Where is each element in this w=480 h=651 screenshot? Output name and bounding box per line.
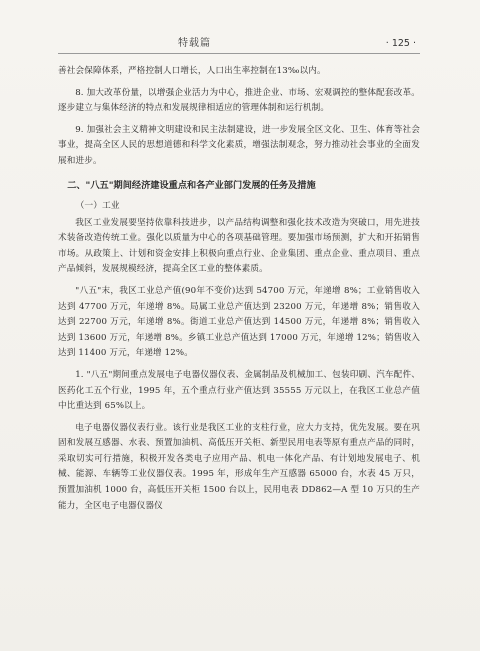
paragraph-key-industries: 1. "八五"期间重点发展电子电器仪器仪表、金属制品及机械加工、包装印刷、汽车配件、医药化工五个行业，1995 年，五个重点行业产值达到 35555 万元以上，在我区工业总产值中比重达到 65%以上。: [58, 369, 420, 412]
page-body: [58, 64, 420, 514]
header-title: 特载篇: [178, 38, 211, 49]
running-header: [58, 34, 420, 54]
paragraph-electronics: 电子电器仪器仪表行业。该行业是我区工业的支柱行业，应大力支持，优先发展。要在巩固和发展互感器、水表、预置加油机、高低压开关柜、新型民用电表等原有重点产品的同时，采取切实可行措施，积极开发各类电子应用产品、机电一体化产品、有计划地发展电子、机械、能源、车辆等工业仪器仪表。1995 年，形成年生产互感器 65000 台，水表 45 万只，预置加油机 1000 台，高低压开关柜 1500 台以上，民用电表 DD862—A 型 10 万只的生产能力，全区电子电器仪器仪: [58, 422, 420, 511]
section-heading: 二、"八五"期间经济建设重点和各产业部门发展的任务及措施: [67, 179, 316, 191]
page-number: · 125 ·: [385, 38, 416, 49]
subsection-heading: （一）工业: [75, 200, 120, 211]
paragraph-industry-targets: "八五"末，我区工业总产值(90年不变价)达到 54700 万元，年递增 8%；工业销售收入达到 47700 万元，年递增 8%。局属工业总产值达到 23200 万元，年递增 8%；销售收入达到 22700 万元，年递增 8%。街道工业总产值达到 14500 万元，年递增 8%；销售收入达到 13600 万元，年递增 8%。乡镇工业总产值达到 17000 万元，年递增 12%；销售收入达到 11400 万元，年递增 12%。: [58, 285, 420, 359]
paragraph-continuation: 善社会保障体系，严格控制人口增长，人口出生率控制在13‰以内。: [58, 66, 326, 76]
paragraph-industry-intro: 我区工业发展要坚持依靠科技进步，以产品结构调整和强化技术改造为突破口，用先进技术装备改造传统工业。强化以质量为中心的各项基础管理。要加强市场预测，扩大和开拓销售市场。从政策上、计划和资金安排上积极向重点行业、企业集团、重点企业、重点项目、重点产品倾斜，发展规模经济，提高全区工业的整体素质。: [58, 217, 420, 275]
paragraph-item-8: 8. 加大改革份量，以增强企业活力为中心，推进企业、市场、宏观调控的整体配套改革。逐步建立与集体经济的特点和发展规律相适应的管理体制和运行机制。: [58, 87, 420, 114]
paragraph-item-9: 9. 加强社会主义精神文明建设和民主法制建设，进一步发展全区文化、卫生、体育等社会事业，提高全区人民的思想道德和科学文化素质，增强法制观念，努力推动社会事业的全面发展和进步。: [58, 124, 420, 166]
